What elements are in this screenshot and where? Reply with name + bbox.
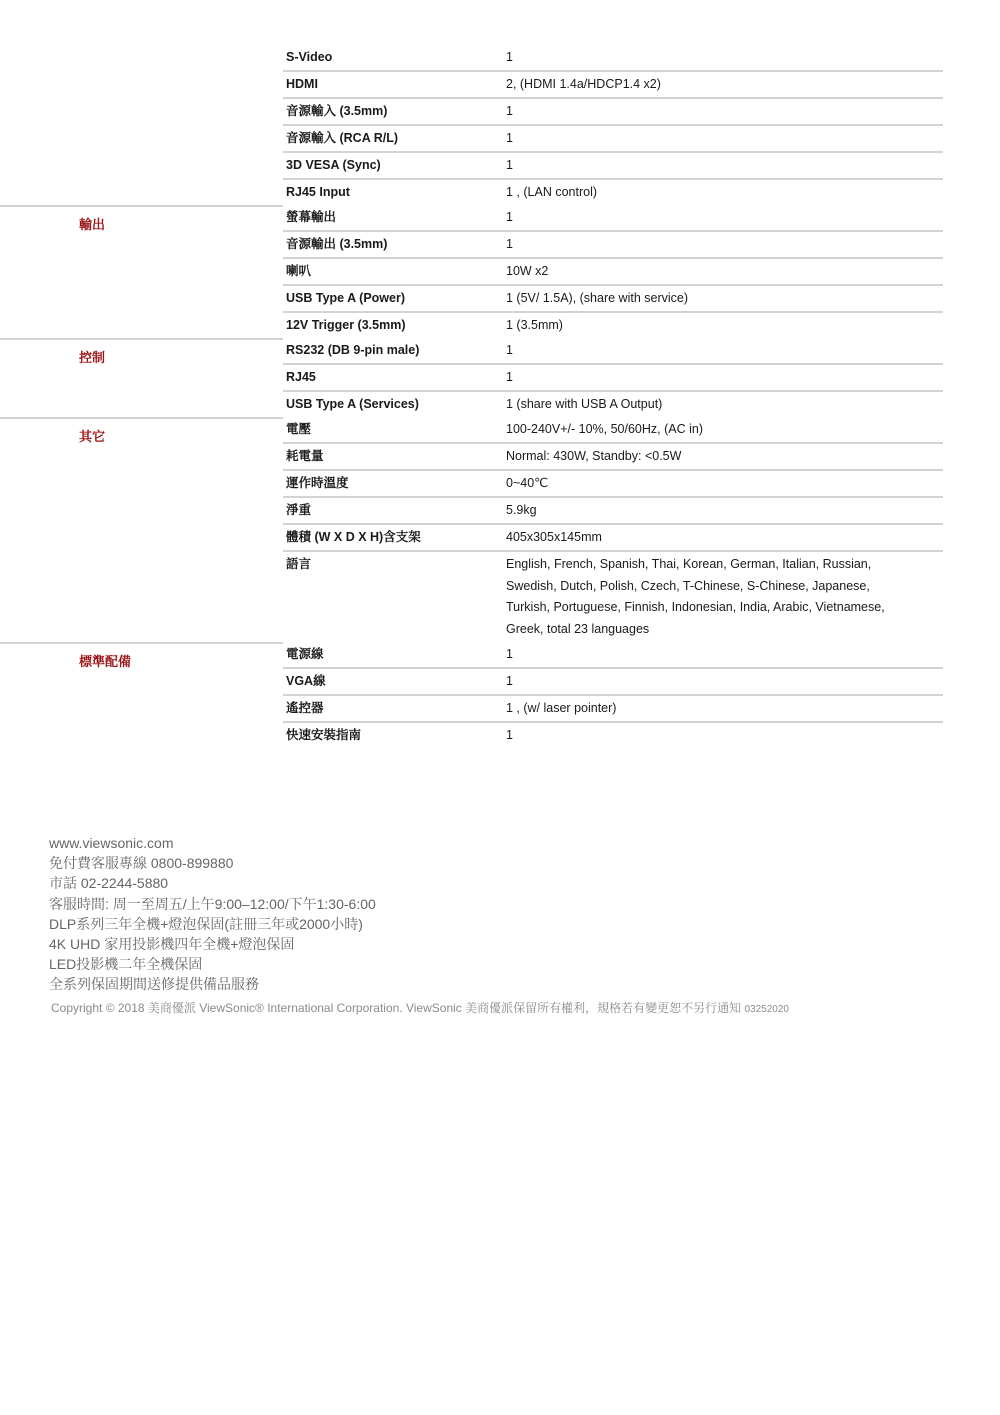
spec-value: 1 , (w/ laser pointer) (506, 701, 617, 715)
spec-label: USB Type A (Services) (286, 397, 419, 411)
spec-row (283, 286, 943, 313)
contact-line: 市話 02-2244-5880 (49, 875, 169, 892)
spec-group (0, 338, 1000, 417)
spec-category: 其它 (0, 417, 283, 642)
spec-label: 體積 (W X D X H)含支架 (286, 530, 421, 544)
spec-value: 1 (506, 237, 513, 251)
spec-label: 螢幕輸出 (286, 210, 337, 224)
spec-label: 電源線 (286, 647, 324, 661)
spec-value: Normal: 430W, Standby: <0.5W (506, 449, 682, 463)
spec-row (283, 669, 943, 696)
spec-value: 1 (506, 158, 513, 172)
spec-row (283, 444, 943, 471)
spec-value: 1 (506, 343, 513, 357)
spec-rows (283, 417, 943, 642)
spec-row (283, 723, 943, 748)
spec-group (0, 642, 1000, 748)
spec-category (0, 45, 283, 205)
spec-value (505, 552, 943, 642)
spec-label: 耗電量 (286, 449, 324, 463)
spec-label: VGA線 (286, 674, 326, 688)
spec-category: 控制 (0, 338, 283, 417)
spec-value: 0~40℃ (506, 476, 549, 490)
spec-label: 遙控器 (286, 701, 324, 715)
spec-value-line: Turkish, Portuguese, Finnish, Indonesian, India, Arabic, Vietnamese, (506, 600, 885, 614)
spec-label: S-Video (286, 50, 333, 64)
spec-group (0, 417, 1000, 642)
spec-value: 1 (share with USB A Output) (506, 397, 663, 411)
spec-row (283, 525, 943, 552)
spec-label: RS232 (DB 9-pin male) (286, 343, 420, 357)
spec-row (283, 45, 943, 72)
spec-label: 音源輸入 (RCA R/L) (286, 131, 399, 145)
spec-row (283, 642, 943, 669)
contact-line: 全系列保固期間送修提供備品服務 (49, 976, 259, 993)
spec-group (0, 205, 1000, 338)
spec-value: 1 (506, 647, 513, 661)
document-code: 03252020 (744, 1004, 789, 1015)
spec-row (283, 471, 943, 498)
spec-row (283, 153, 943, 180)
spec-label: 語言 (286, 557, 312, 571)
spec-rows (283, 205, 943, 338)
spec-value: 1 (506, 370, 513, 384)
spec-value-line: English, French, Spanish, Thai, Korean, German, Italian, Russian, (506, 557, 872, 571)
spec-row (283, 392, 943, 417)
spec-category: 標準配備 (0, 642, 283, 748)
spec-label: HDMI (286, 77, 318, 91)
spec-label: 3D VESA (Sync) (286, 158, 381, 172)
spec-value: 1 (5V/ 1.5A), (share with service) (506, 291, 689, 305)
spec-row (283, 180, 943, 205)
spec-rows (283, 642, 943, 748)
contact-line[interactable]: www.viewsonic.com (49, 835, 174, 851)
spec-label: 運作時溫度 (286, 476, 349, 490)
spec-label: 12V Trigger (3.5mm) (286, 318, 406, 332)
spec-label: RJ45 Input (286, 185, 350, 199)
contact-line: DLP系列三年全機+燈泡保固(註冊三年或2000小時) (49, 915, 363, 932)
spec-row (283, 696, 943, 723)
spec-row (283, 205, 943, 232)
spec-value: 1 (3.5mm) (506, 318, 563, 332)
spec-value-line: Greek, total 23 languages (506, 621, 650, 636)
spec-value: 1 , (LAN control) (506, 185, 598, 199)
spec-category: 輸出 (0, 205, 283, 338)
contact-line: 免付費客服專線 0800-899880 (49, 855, 234, 872)
spec-rows (283, 338, 943, 417)
contact-line: LED投影機二年全機保固 (49, 956, 203, 973)
spec-row (283, 126, 943, 153)
spec-label: 音源輸出 (3.5mm) (286, 237, 388, 251)
spec-row (283, 498, 943, 525)
spec-label: 電壓 (286, 422, 312, 436)
spec-value: 100-240V+/- 10%, 50/60Hz, (AC in) (506, 422, 703, 436)
copyright-text: Copyright © 2018 美商優派 ViewSonic® International Corporation. ViewSonic 美商優派保留所有權利，規格若有變更恕不另行通知 (51, 1001, 742, 1015)
spec-value: 1 (506, 210, 513, 224)
spec-row (283, 232, 943, 259)
spec-value: 5.9kg (506, 503, 537, 517)
spec-value: 2, (HDMI 1.4a/HDCP1.4 x2) (506, 77, 661, 91)
contact-line: 客服時間: 周一至周五/上午9:00–12:00/下午1:30-6:00 (49, 895, 376, 912)
spec-value: 1 (506, 104, 513, 118)
spec-table (0, 45, 1000, 748)
spec-rows (283, 45, 943, 205)
spec-value: 1 (506, 50, 513, 64)
spec-label: 喇叭 (286, 264, 312, 278)
spec-value: 1 (506, 131, 513, 145)
spec-row (283, 417, 943, 444)
spec-value: 10W x2 (506, 264, 549, 278)
spec-value-line: Swedish, Dutch, Polish, Czech, T-Chinese, S-Chinese, Japanese, (506, 578, 870, 593)
spec-value: 405x305x145mm (506, 530, 602, 544)
spec-label: USB Type A (Power) (286, 291, 405, 305)
spec-label: RJ45 (286, 370, 316, 384)
spec-row (283, 338, 943, 365)
spec-row (283, 313, 943, 338)
contact-line: 4K UHD 家用投影機四年全機+燈泡保固 (49, 936, 295, 953)
spec-group (0, 45, 1000, 205)
contact-info (49, 833, 376, 995)
spec-row (283, 552, 943, 642)
spec-row (283, 259, 943, 286)
spec-row (283, 72, 943, 99)
spec-value: 1 (506, 728, 513, 742)
spec-value: 1 (506, 674, 513, 688)
spec-row (283, 99, 943, 126)
spec-label: 快速安裝指南 (286, 728, 362, 742)
spec-label: 音源輸入 (3.5mm) (286, 104, 388, 118)
copyright-notice (51, 999, 789, 1016)
spec-label: 淨重 (286, 503, 312, 517)
spec-row (283, 365, 943, 392)
